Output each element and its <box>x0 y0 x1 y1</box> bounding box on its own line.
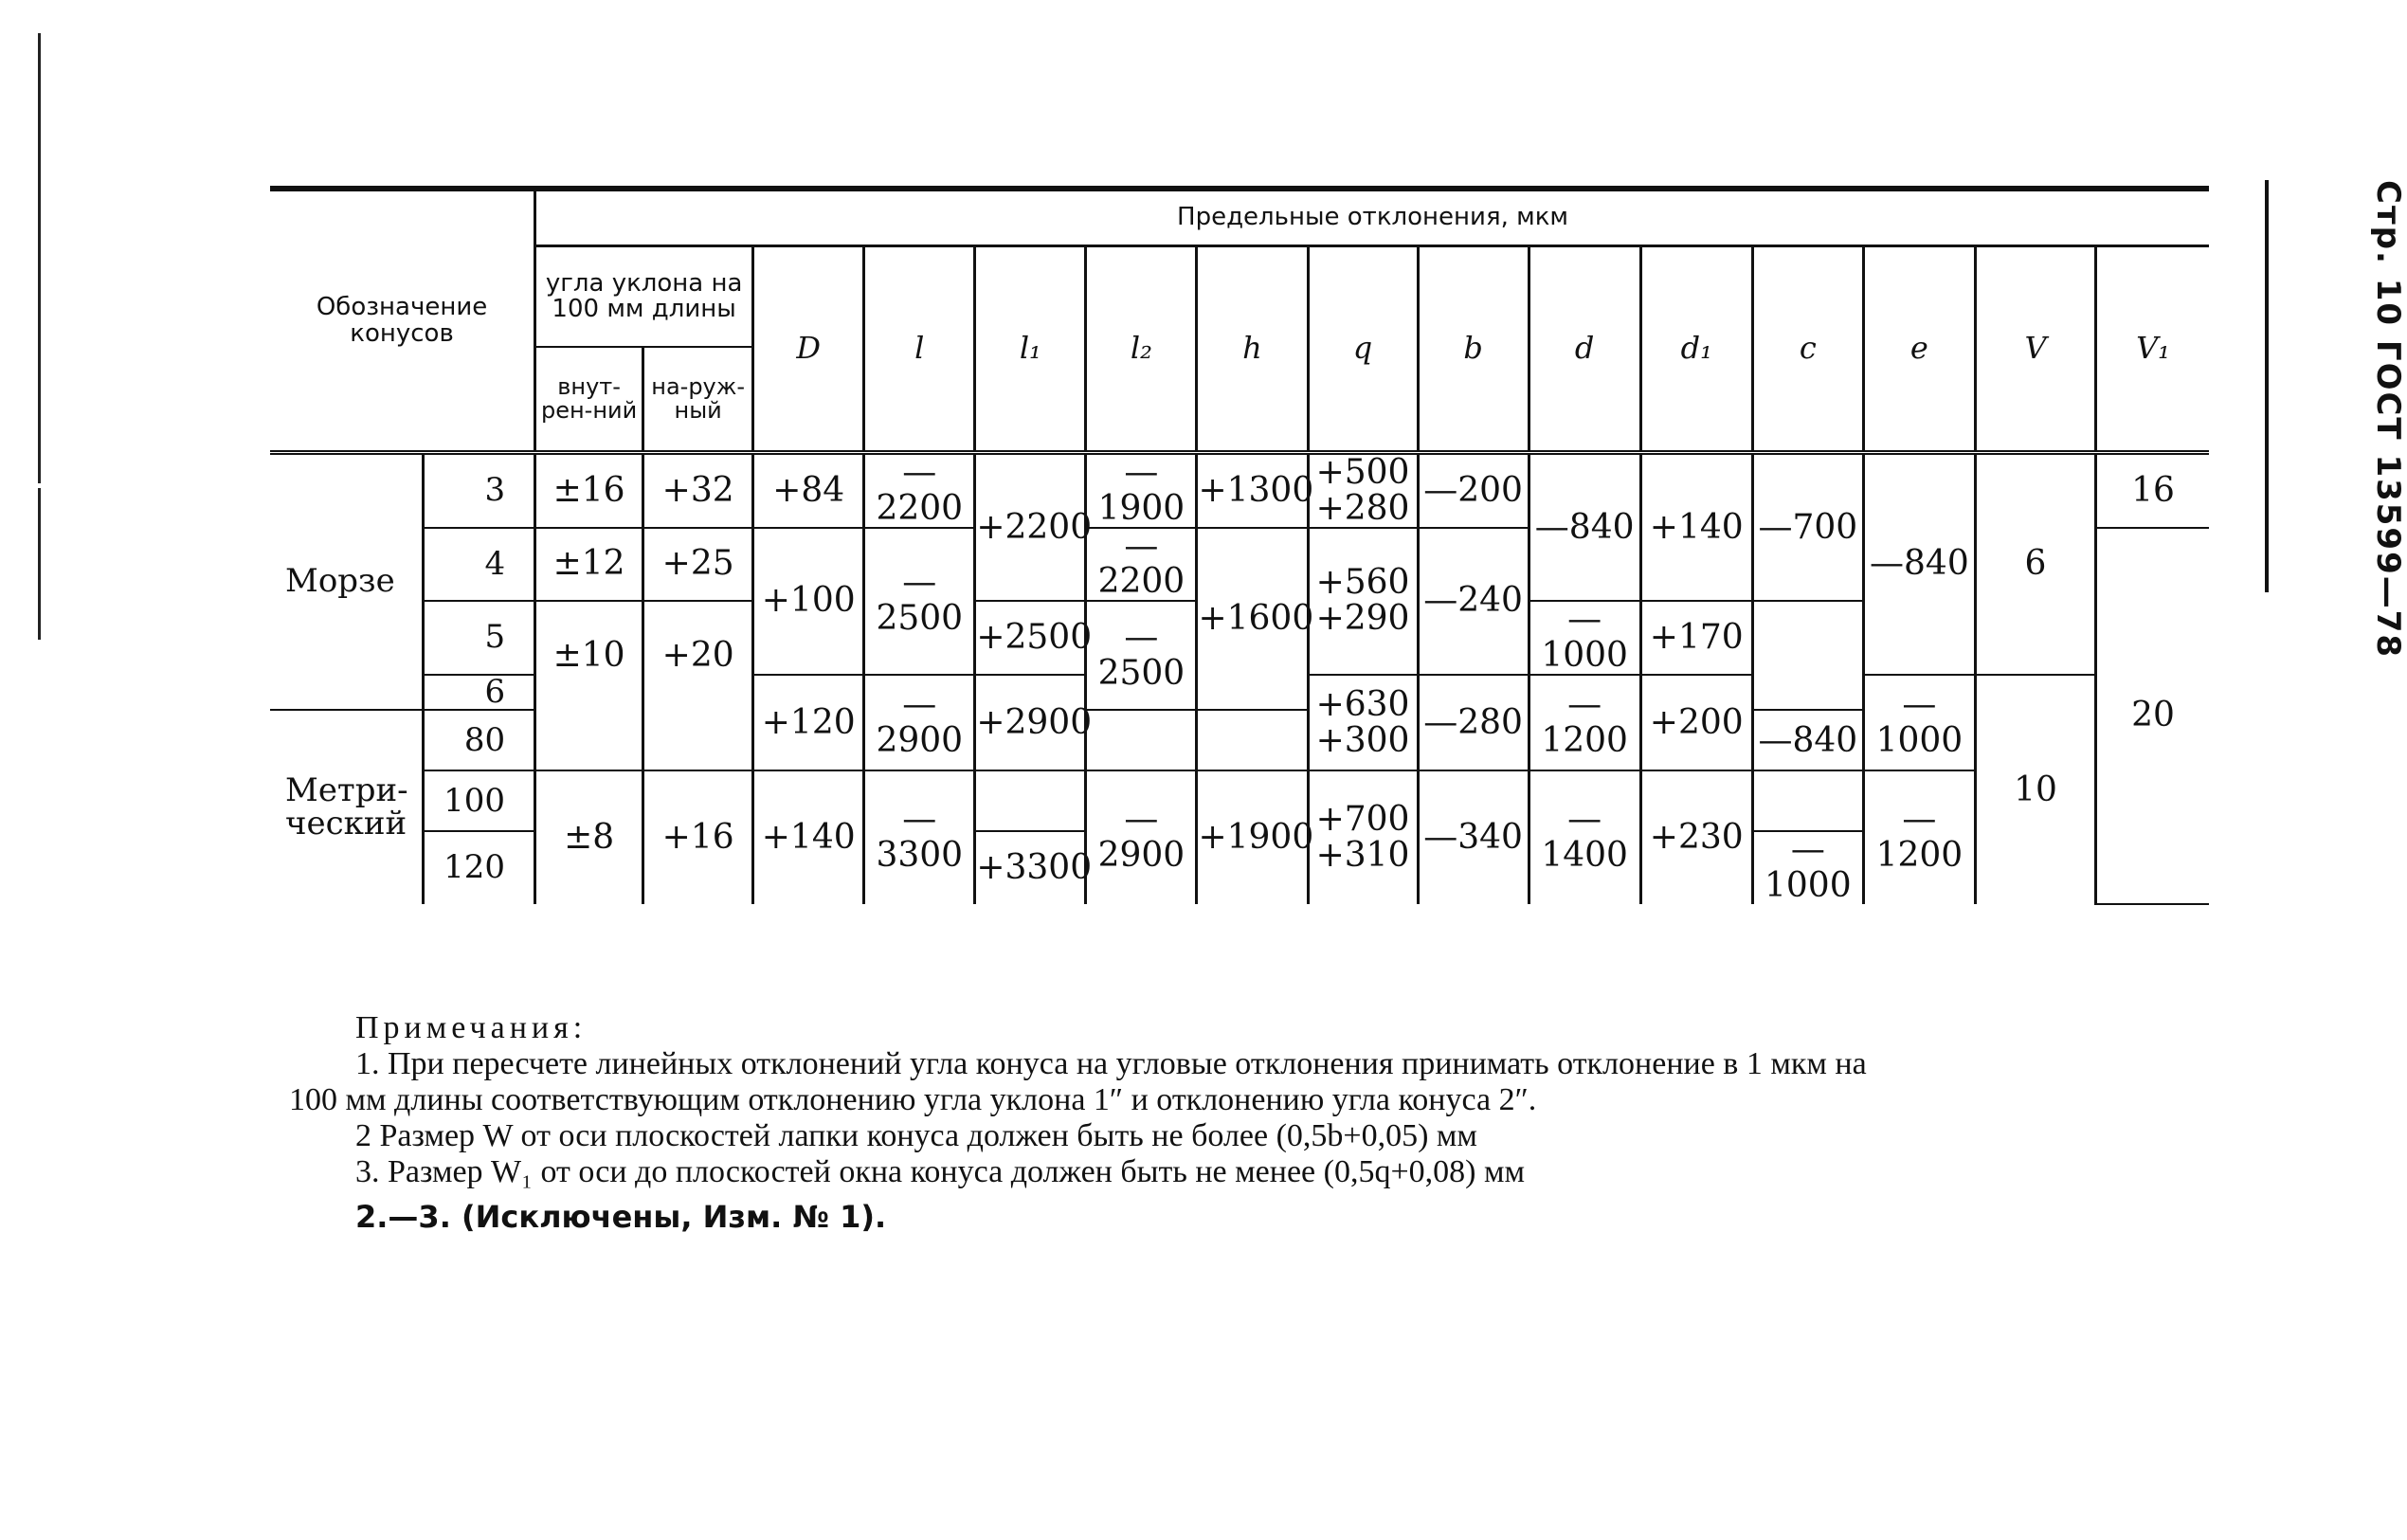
group-header: Предельные отклонения, мкм <box>535 191 2209 246</box>
l2-cell: —2900 <box>1086 770 1197 904</box>
D-cell: +100 <box>753 528 864 675</box>
h-cell: +1600 <box>1197 528 1308 711</box>
excluded-clauses: 2.—3. (Исключены, Изм. № 1). <box>355 1199 887 1235</box>
col-q: q <box>1308 246 1418 453</box>
outer-slope-cell: +32 <box>643 455 753 528</box>
b-cell: —340 <box>1418 770 1529 904</box>
outer-slope-cell: +20 <box>643 601 753 710</box>
l1-cell: +2200 <box>975 455 1086 601</box>
col-l: l <box>864 246 975 453</box>
note-1: 1. При пересчете линейных отклонений угла конуса на угловые отклонения принимать отклонение в 1 мкм на <box>355 1046 1867 1081</box>
outer-slope-cell: +16 <box>643 770 753 904</box>
notes-title: Примечания: <box>355 1010 588 1045</box>
q-cell: +560 +290 <box>1308 528 1418 675</box>
size-cell: 4 <box>423 528 534 602</box>
h-cell: +1900 <box>1197 770 1308 904</box>
note-2: 2 Размер W от оси плоскостей лапки конуса должен быть не более (0,5b+0,05) мм <box>355 1118 1477 1153</box>
outer-slope-spacer <box>643 710 753 770</box>
l-cell: —2900 <box>864 675 975 771</box>
D-cell: +120 <box>753 675 864 771</box>
l1-cell: +3300 <box>975 831 1086 904</box>
V1-cell: 20 <box>2096 528 2209 904</box>
l1-cell: +2900 <box>975 675 1086 771</box>
col-V1: V₁ <box>2096 246 2209 453</box>
d1-cell: +230 <box>1640 770 1752 904</box>
slope-header: угла уклона на 100 мм длины <box>535 246 753 348</box>
d1-cell: +200 <box>1640 675 1752 771</box>
size-cell: 120 <box>423 831 534 904</box>
c-cell: —840 <box>1752 710 1863 770</box>
note-1-continued: 100 мм длины соответствующим отклонению угла уклона 1″ и отклонению угла конуса 2″. <box>289 1082 1537 1117</box>
e-cell: —840 <box>1863 455 1975 675</box>
l-cell: —2200 <box>864 455 975 528</box>
q-cell: +630 +300 <box>1308 675 1418 771</box>
margin-line-top <box>38 33 41 483</box>
d-cell: —1200 <box>1529 675 1640 771</box>
c-cell-empty <box>1752 770 1863 831</box>
slope-outer-header: на-руж-ный <box>643 347 753 453</box>
l1-cell-empty <box>975 770 1086 831</box>
l1-cell: +2500 <box>975 601 1086 675</box>
d1-cell: +170 <box>1640 601 1752 675</box>
col-D: D <box>753 246 864 453</box>
inner-slope-cell: ±16 <box>535 455 643 528</box>
l2-cell: —1900 <box>1086 455 1197 528</box>
col-h: h <box>1197 246 1308 453</box>
inner-slope-cell: ±10 <box>535 601 643 710</box>
h-cell: +1300 <box>1197 455 1308 528</box>
size-cell: 80 <box>423 710 534 770</box>
slope-inner-header: внут-рен-ний <box>535 347 643 453</box>
D-cell: +140 <box>753 770 864 904</box>
l2-cell: —2200 <box>1086 528 1197 602</box>
h-cell-empty <box>1197 710 1308 770</box>
V-cell: 6 <box>1975 455 2095 675</box>
inner-slope-cell: ±8 <box>535 770 643 904</box>
e-cell: —1000 <box>1863 675 1975 771</box>
b-cell: —280 <box>1418 675 1529 771</box>
tolerance-table <box>270 186 2209 905</box>
size-cell: 3 <box>423 455 534 528</box>
b-cell: —240 <box>1418 528 1529 675</box>
type-morse: Морзе <box>285 562 395 601</box>
b-cell: —200 <box>1418 455 1529 528</box>
c-cell-empty <box>1752 601 1863 710</box>
notes <box>289 1010 2222 1190</box>
col-e: e <box>1863 246 1975 453</box>
d-cell: —840 <box>1529 455 1640 601</box>
page-header: Стр. 10 ГОСТ 13599—78 <box>2369 180 2407 660</box>
col-l1: l₁ <box>975 246 1086 453</box>
c-cell: —1000 <box>1752 831 1863 904</box>
col-V: V <box>1975 246 2095 453</box>
inner-slope-cell: ±12 <box>535 528 643 602</box>
V-cell: 10 <box>1975 675 2095 904</box>
col-b: b <box>1418 246 1529 453</box>
col-l2: l₂ <box>1086 246 1197 453</box>
outer-slope-cell: +25 <box>643 528 753 602</box>
size-cell: 100 <box>423 770 534 831</box>
q-cell: +700 +310 <box>1308 770 1418 904</box>
note-3: 3. Размер W₁ от оси до плоскостей окна конуса должен быть не менее (0,5q+0,08) мм <box>355 1154 1525 1189</box>
q-cell: +500 +280 <box>1308 455 1418 528</box>
D-cell: +84 <box>753 455 864 528</box>
l2-cell-empty <box>1086 710 1197 770</box>
type-metric: Метри-ческий <box>270 710 423 904</box>
size-cell: 6 <box>423 675 534 711</box>
l-cell: —3300 <box>864 770 975 904</box>
e-cell: —1200 <box>1863 770 1975 904</box>
d-cell: —1400 <box>1529 770 1640 904</box>
inner-slope-spacer <box>535 710 643 770</box>
c-cell: —700 <box>1752 455 1863 601</box>
col-c: c <box>1752 246 1863 453</box>
margin-line-bottom <box>38 488 41 640</box>
designation-header: Обозначение конусов <box>316 293 488 348</box>
size-cell: 5 <box>423 601 534 675</box>
l-cell: —2500 <box>864 528 975 675</box>
col-d: d <box>1529 246 1640 453</box>
d-cell: —1000 <box>1529 601 1640 675</box>
d1-cell: +140 <box>1640 455 1752 601</box>
V1-cell: 16 <box>2096 455 2209 528</box>
l2-cell: —2500 <box>1086 601 1197 710</box>
col-d1: d₁ <box>1640 246 1752 453</box>
